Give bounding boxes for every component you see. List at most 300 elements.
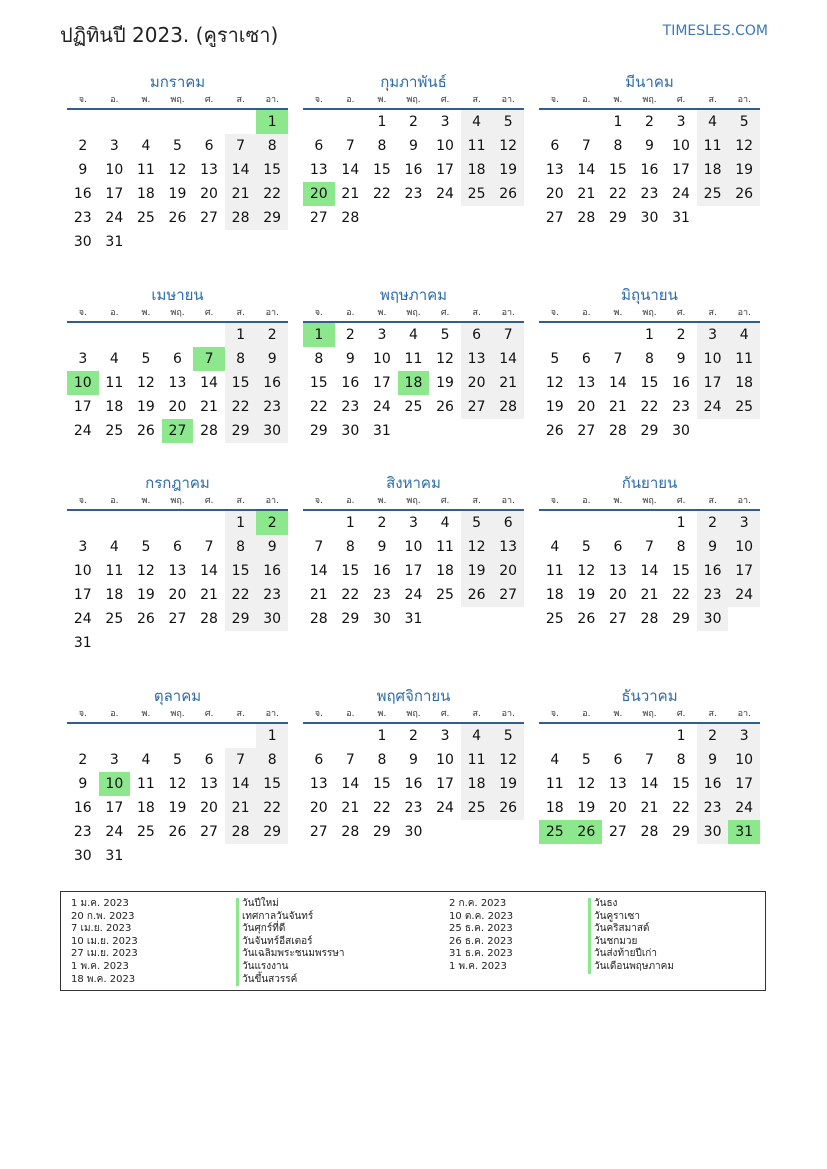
day-cell: 10 xyxy=(105,162,124,178)
day-cell: 2 xyxy=(645,114,654,130)
day-cell: 30 xyxy=(640,210,659,226)
weekday-header xyxy=(539,92,760,110)
weekday-header xyxy=(303,92,524,110)
day-cell: 17 xyxy=(105,800,124,816)
weekday-label: ส. xyxy=(236,95,245,105)
weekday-header xyxy=(303,305,524,323)
day-cell: 15 xyxy=(640,375,659,391)
empty-day-cell xyxy=(398,419,430,443)
day-cell: 22 xyxy=(341,587,360,603)
day-grid xyxy=(67,511,288,655)
empty-day-cell xyxy=(67,323,99,347)
day-cell: 12 xyxy=(492,748,524,772)
day-cell: 14 xyxy=(225,772,257,796)
empty-day-cell xyxy=(162,724,194,748)
empty-day-cell xyxy=(162,110,194,134)
day-cell: 8 xyxy=(256,134,288,158)
day-cell: 6 xyxy=(581,351,591,367)
day-cell: 23 xyxy=(404,800,423,816)
day-cell: 3 xyxy=(78,351,88,367)
day-cell: 13 xyxy=(200,776,218,792)
day-cell: 27 xyxy=(309,824,328,840)
empty-day-cell xyxy=(130,323,162,347)
day-cell: 22 xyxy=(372,186,391,202)
day-cell: 12 xyxy=(728,134,760,158)
day-cell: 26 xyxy=(728,182,760,206)
day-cell: 21 xyxy=(225,796,257,820)
day-cell: 6 xyxy=(613,539,623,555)
day-cell: 11 xyxy=(436,539,454,555)
holiday-day-cell: 1 xyxy=(256,110,288,134)
empty-day-cell xyxy=(130,110,162,134)
legend-date: 1 พ.ค. 2023 xyxy=(71,960,129,972)
empty-day-cell xyxy=(256,844,288,868)
day-grid xyxy=(539,323,760,443)
day-cell: 16 xyxy=(404,162,423,178)
day-cell: 2 xyxy=(256,323,288,347)
legend-right-dates xyxy=(449,898,513,974)
day-cell: 2 xyxy=(345,327,355,343)
day-cell: 22 xyxy=(372,800,391,816)
day-cell: 28 xyxy=(225,206,257,230)
empty-day-cell xyxy=(366,206,398,230)
holiday-day-cell: 1 xyxy=(303,323,335,347)
day-cell: 8 xyxy=(676,539,686,555)
empty-day-cell xyxy=(697,206,729,230)
day-cell: 11 xyxy=(461,748,493,772)
empty-day-cell xyxy=(256,230,288,254)
day-cell: 5 xyxy=(581,539,591,555)
empty-day-cell xyxy=(461,607,493,631)
weekday-label: อา. xyxy=(501,496,515,506)
empty-day-cell xyxy=(193,323,225,347)
day-cell: 17 xyxy=(105,186,124,202)
day-cell: 15 xyxy=(608,162,627,178)
day-cell: 28 xyxy=(492,395,524,419)
day-cell: 25 xyxy=(404,399,423,415)
day-cell: 5 xyxy=(173,138,182,154)
day-cell: 17 xyxy=(73,399,92,415)
weekday-label: ส. xyxy=(236,496,245,506)
day-cell: 17 xyxy=(436,776,454,792)
legend-right-names xyxy=(588,898,674,974)
day-cell: 29 xyxy=(372,824,391,840)
empty-day-cell xyxy=(539,724,571,748)
day-cell: 1 xyxy=(377,728,387,744)
empty-day-cell xyxy=(602,724,634,748)
day-cell: 19 xyxy=(168,186,187,202)
day-cell: 22 xyxy=(672,587,690,603)
day-cell: 8 xyxy=(345,539,355,555)
day-cell: 23 xyxy=(672,399,690,415)
day-cell: 23 xyxy=(640,186,659,202)
day-cell: 19 xyxy=(577,800,596,816)
weekday-label: อา. xyxy=(501,308,515,318)
empty-day-cell xyxy=(303,724,335,748)
weekday-label: อ. xyxy=(346,95,355,105)
day-cell: 19 xyxy=(492,158,524,182)
day-cell: 19 xyxy=(728,158,760,182)
weekday-label: อา. xyxy=(265,95,279,105)
weekday-label: อา. xyxy=(501,95,515,105)
day-cell: 16 xyxy=(73,800,92,816)
day-cell: 7 xyxy=(345,752,355,768)
empty-day-cell xyxy=(130,230,162,254)
day-cell: 16 xyxy=(372,563,391,579)
day-cell: 6 xyxy=(613,752,623,768)
weekday-label: จ. xyxy=(78,308,87,318)
day-cell: 21 xyxy=(200,587,218,603)
day-cell: 15 xyxy=(372,776,391,792)
day-cell: 28 xyxy=(200,423,218,439)
day-cell: 5 xyxy=(581,752,591,768)
empty-day-cell xyxy=(429,820,461,844)
weekday-label: ส. xyxy=(708,308,717,318)
day-cell: 8 xyxy=(225,535,257,559)
day-cell: 2 xyxy=(377,515,387,531)
day-cell: 25 xyxy=(136,210,155,226)
day-cell: 15 xyxy=(225,559,257,583)
day-cell: 17 xyxy=(672,162,690,178)
day-cell: 23 xyxy=(372,587,391,603)
day-cell: 26 xyxy=(492,182,524,206)
legend-holiday-name: วันศุกร์ที่ดี xyxy=(236,923,345,936)
holiday-day-cell: 10 xyxy=(99,772,131,796)
day-cell: 9 xyxy=(256,347,288,371)
day-cell: 12 xyxy=(168,776,187,792)
weekday-label: พ. xyxy=(613,308,623,318)
month-name: มีนาคม xyxy=(625,73,674,91)
month-name: มิถุนายน xyxy=(621,286,678,304)
day-cell: 30 xyxy=(672,423,690,439)
empty-day-cell xyxy=(539,110,571,134)
day-cell: 18 xyxy=(105,587,124,603)
day-cell: 25 xyxy=(461,796,493,820)
day-cell: 9 xyxy=(345,351,355,367)
day-cell: 25 xyxy=(545,611,564,627)
day-cell: 1 xyxy=(645,327,654,343)
weekday-label: พฤ. xyxy=(642,308,657,318)
day-cell: 31 xyxy=(672,210,690,226)
day-cell: 3 xyxy=(409,515,418,531)
empty-day-cell xyxy=(728,419,760,443)
day-cell: 24 xyxy=(372,399,391,415)
holiday-day-cell: 10 xyxy=(67,371,99,395)
day-cell: 5 xyxy=(141,539,151,555)
weekday-label: ส. xyxy=(236,308,245,318)
legend-holiday-name: เทศกาลวันจันทร์ xyxy=(236,911,345,924)
day-cell: 24 xyxy=(436,186,454,202)
weekday-header xyxy=(67,706,288,724)
day-cell: 19 xyxy=(136,587,155,603)
day-cell: 30 xyxy=(256,607,288,631)
day-cell: 14 xyxy=(492,347,524,371)
weekday-label: พ. xyxy=(141,709,151,719)
empty-day-cell xyxy=(571,110,603,134)
weekday-label: จ. xyxy=(314,709,323,719)
day-cell: 8 xyxy=(225,347,257,371)
day-cell: 1 xyxy=(676,728,686,744)
weekday-label: อ. xyxy=(110,709,119,719)
day-cell: 14 xyxy=(608,375,627,391)
day-cell: 15 xyxy=(256,772,288,796)
day-cell: 20 xyxy=(461,371,493,395)
day-cell: 5 xyxy=(492,110,524,134)
month-block xyxy=(303,473,524,631)
day-grid xyxy=(539,724,760,844)
month-block xyxy=(303,686,524,844)
day-cell: 29 xyxy=(672,824,690,840)
day-cell: 17 xyxy=(372,375,391,391)
day-cell: 10 xyxy=(697,347,729,371)
weekday-label: ส. xyxy=(472,308,481,318)
day-cell: 4 xyxy=(461,724,493,748)
brand-link[interactable]: TIMESLES.COM xyxy=(662,23,768,39)
month-name: กรกฎาคม xyxy=(145,474,210,492)
day-cell: 13 xyxy=(168,563,187,579)
day-cell: 6 xyxy=(492,511,524,535)
day-cell: 11 xyxy=(136,776,155,792)
weekday-header xyxy=(67,92,288,110)
day-cell: 9 xyxy=(78,776,88,792)
day-cell: 10 xyxy=(73,563,92,579)
day-cell: 22 xyxy=(309,399,328,415)
empty-day-cell xyxy=(539,323,571,347)
legend-date: 26 ธ.ค. 2023 xyxy=(449,935,513,947)
day-cell: 21 xyxy=(492,371,524,395)
day-cell: 18 xyxy=(105,399,124,415)
day-cell: 18 xyxy=(436,563,454,579)
day-cell: 11 xyxy=(105,375,124,391)
empty-day-cell xyxy=(634,511,666,535)
day-cell: 21 xyxy=(309,587,328,603)
weekday-label: อ. xyxy=(110,496,119,506)
day-cell: 20 xyxy=(608,800,627,816)
day-cell: 1 xyxy=(676,515,686,531)
weekday-label: พ. xyxy=(377,308,387,318)
day-cell: 11 xyxy=(728,347,760,371)
day-cell: 11 xyxy=(136,162,155,178)
day-cell: 21 xyxy=(225,182,257,206)
weekday-label: พฤ. xyxy=(406,496,421,506)
weekday-label: อ. xyxy=(346,709,355,719)
day-cell: 30 xyxy=(341,423,360,439)
day-cell: 26 xyxy=(461,583,493,607)
day-cell: 22 xyxy=(256,182,288,206)
day-cell: 12 xyxy=(545,375,564,391)
empty-day-cell xyxy=(461,820,493,844)
legend-holiday-name: วันธง xyxy=(588,898,674,911)
empty-day-cell xyxy=(225,724,257,748)
day-cell: 13 xyxy=(608,563,627,579)
day-cell: 7 xyxy=(581,138,591,154)
day-cell: 19 xyxy=(461,559,493,583)
weekday-header xyxy=(67,305,288,323)
day-cell: 1 xyxy=(345,515,355,531)
empty-day-cell xyxy=(303,110,335,134)
month-block xyxy=(539,473,760,631)
empty-day-cell xyxy=(728,607,760,631)
day-grid xyxy=(303,724,524,844)
day-cell: 8 xyxy=(377,138,387,154)
day-cell: 11 xyxy=(404,351,423,367)
empty-day-cell xyxy=(571,511,603,535)
weekday-label: ศ. xyxy=(440,308,450,318)
day-cell: 20 xyxy=(309,800,328,816)
day-cell: 4 xyxy=(550,539,560,555)
day-cell: 24 xyxy=(697,395,729,419)
empty-day-cell xyxy=(130,511,162,535)
day-cell: 25 xyxy=(136,824,155,840)
empty-day-cell xyxy=(602,323,634,347)
day-cell: 12 xyxy=(577,563,596,579)
day-cell: 3 xyxy=(676,114,686,130)
day-cell: 28 xyxy=(640,611,659,627)
day-cell: 19 xyxy=(492,772,524,796)
empty-day-cell xyxy=(99,323,131,347)
day-grid xyxy=(67,724,288,868)
day-cell: 16 xyxy=(341,375,360,391)
empty-day-cell xyxy=(461,206,493,230)
holiday-day-cell: 20 xyxy=(303,182,335,206)
legend-date: 18 พ.ค. 2023 xyxy=(71,973,136,985)
day-cell: 20 xyxy=(200,186,218,202)
day-cell: 14 xyxy=(200,563,218,579)
day-cell: 5 xyxy=(550,351,560,367)
day-cell: 22 xyxy=(608,186,627,202)
legend-left-names xyxy=(236,898,345,986)
empty-day-cell xyxy=(492,607,524,631)
day-cell: 17 xyxy=(697,371,729,395)
day-cell: 22 xyxy=(672,800,690,816)
legend-holiday-name: วันแรงงาน xyxy=(236,961,345,974)
day-cell: 9 xyxy=(676,351,686,367)
weekday-label: อา. xyxy=(265,709,279,719)
day-cell: 6 xyxy=(173,539,182,555)
day-cell: 9 xyxy=(409,752,418,768)
day-cell: 30 xyxy=(73,234,92,250)
legend-holiday-name: วันชกมวย xyxy=(588,936,674,949)
day-cell: 1 xyxy=(613,114,623,130)
weekday-label: จ. xyxy=(314,95,323,105)
empty-day-cell xyxy=(193,631,225,655)
day-grid xyxy=(303,110,524,230)
day-cell: 27 xyxy=(608,611,627,627)
day-cell: 31 xyxy=(404,611,423,627)
day-cell: 15 xyxy=(672,776,690,792)
day-cell: 20 xyxy=(200,800,218,816)
weekday-label: จ. xyxy=(550,308,559,318)
day-cell: 1 xyxy=(256,724,288,748)
legend-date: 27 เม.ย. 2023 xyxy=(71,948,138,960)
legend-date: 31 ธ.ค. 2023 xyxy=(449,948,513,960)
day-cell: 11 xyxy=(461,134,493,158)
day-cell: 18 xyxy=(136,800,155,816)
day-cell: 12 xyxy=(577,776,596,792)
day-cell: 3 xyxy=(440,114,450,130)
weekday-label: พ. xyxy=(141,308,151,318)
weekday-label: อ. xyxy=(582,496,591,506)
day-cell: 21 xyxy=(608,399,627,415)
day-cell: 11 xyxy=(105,563,124,579)
day-cell: 26 xyxy=(545,423,564,439)
month-name: พฤศจิกายน xyxy=(376,687,451,705)
day-cell: 20 xyxy=(168,587,187,603)
weekday-label: ศ. xyxy=(676,308,686,318)
day-cell: 14 xyxy=(341,162,360,178)
empty-day-cell xyxy=(67,724,99,748)
weekday-label: พ. xyxy=(377,496,387,506)
empty-day-cell xyxy=(539,511,571,535)
day-cell: 27 xyxy=(461,395,493,419)
day-cell: 25 xyxy=(436,587,454,603)
day-cell: 4 xyxy=(141,752,151,768)
day-cell: 5 xyxy=(728,110,760,134)
day-cell: 20 xyxy=(608,587,627,603)
month-block xyxy=(67,285,288,443)
day-cell: 24 xyxy=(73,423,92,439)
weekday-label: ศ. xyxy=(204,496,214,506)
day-cell: 27 xyxy=(168,611,187,627)
day-cell: 3 xyxy=(697,323,729,347)
day-cell: 23 xyxy=(404,186,423,202)
weekday-label: พฤ. xyxy=(170,709,185,719)
empty-day-cell xyxy=(335,724,367,748)
day-cell: 4 xyxy=(409,327,418,343)
month-block xyxy=(303,72,524,230)
day-cell: 26 xyxy=(168,824,187,840)
day-cell: 10 xyxy=(404,539,423,555)
day-cell: 12 xyxy=(436,351,454,367)
month-name: พฤษภาคม xyxy=(379,286,448,304)
day-cell: 4 xyxy=(109,539,119,555)
day-cell: 19 xyxy=(136,399,155,415)
day-cell: 30 xyxy=(697,607,729,631)
day-cell: 29 xyxy=(341,611,360,627)
weekday-label: จ. xyxy=(550,95,559,105)
month-name: มกราคม xyxy=(149,73,206,91)
legend-holiday-name: วันเฉลิมพระชนมพรรษา xyxy=(236,948,345,961)
day-cell: 16 xyxy=(256,559,288,583)
empty-day-cell xyxy=(162,844,194,868)
day-cell: 23 xyxy=(697,583,729,607)
day-cell: 21 xyxy=(640,800,659,816)
day-cell: 3 xyxy=(377,327,387,343)
day-cell: 16 xyxy=(697,772,729,796)
weekday-label: อ. xyxy=(346,496,355,506)
day-cell: 20 xyxy=(492,559,524,583)
day-cell: 16 xyxy=(404,776,423,792)
weekday-label: อา. xyxy=(501,709,515,719)
empty-day-cell xyxy=(162,511,194,535)
empty-day-cell xyxy=(634,724,666,748)
weekday-label: อ. xyxy=(582,308,591,318)
day-cell: 14 xyxy=(200,375,218,391)
weekday-label: ศ. xyxy=(676,709,686,719)
day-cell: 16 xyxy=(672,375,690,391)
day-cell: 18 xyxy=(697,158,729,182)
day-cell: 28 xyxy=(200,611,218,627)
day-cell: 27 xyxy=(200,824,218,840)
weekday-label: อ. xyxy=(110,95,119,105)
day-cell: 3 xyxy=(728,724,760,748)
day-cell: 13 xyxy=(168,375,187,391)
day-cell: 6 xyxy=(314,138,324,154)
day-cell: 14 xyxy=(640,563,659,579)
legend-left-dates xyxy=(71,898,138,986)
day-cell: 26 xyxy=(577,611,596,627)
holiday-day-cell: 7 xyxy=(193,347,225,371)
